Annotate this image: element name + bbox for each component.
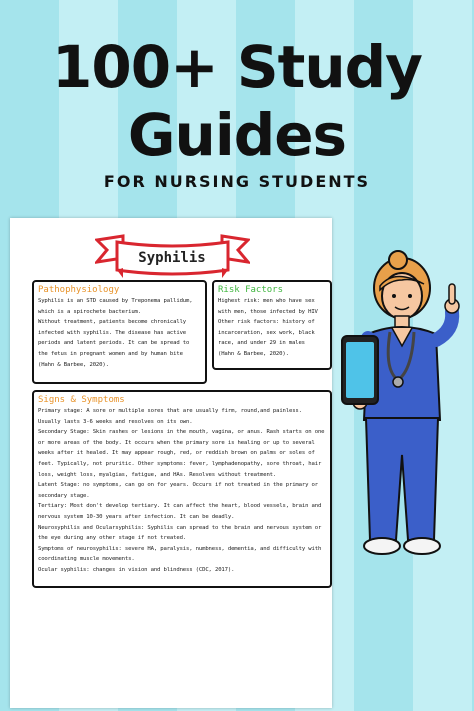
pathophysiology-box — [32, 280, 207, 384]
risk-factors-box — [212, 280, 332, 370]
signs-symptoms-line: Symptoms of neurosyphilis: severe HA, paralysis, numbness, dementia, and difficulty with coordinating muscle movements. — [38, 545, 322, 563]
signs-symptoms-line: Latent Stage: no symptoms, can go on for years. Occurs if not treated in the primary or secondary stage. — [38, 482, 318, 499]
pathophysiology-line: Without treatment, patients become chronically infected with syphilis. The disease has active periods and latent periods. It can be spread to the fetus in pregnant women and by human bite (Hahn & Barbee, 2020). — [38, 319, 190, 368]
signs-symptoms-box — [32, 390, 332, 588]
signs-symptoms-line: Secondary Stage: Skin rashes or lesions in the mouth, vagina, or anus. Rash starts on one or more areas of the body. It occurs when the primary sore is healing or up to several weeks after it healed. It may appear rough, red, or reddish brown on palms or soles of feet. Typically, not pruritic. Other symptoms: fever, lymphadenopathy, sore throat, hair loss, weight loss, myalgias, fatigue, and HAs. Resolves without treatment. — [38, 429, 325, 478]
pathophysiology-line: Syphilis is an STD caused by Treponema pallidum, which is a spirochete bacterium. — [38, 298, 193, 315]
signs-symptoms-line: Ocular syphilis: changes in vision and blindness (CDC, 2017). — [38, 566, 235, 573]
signs-symptoms-line: Neurosyphilis and Ocularsyphilis: Syphilis can spread to the brain and nervous system or the eye during any other stage if not treated. — [38, 524, 322, 542]
title-line-1: 100+ Study — [52, 33, 422, 101]
nurse-illustration — [332, 250, 472, 560]
pathophysiology-text — [38, 296, 201, 370]
guide-title: Syphilis — [138, 250, 206, 266]
study-guide-sheet — [10, 218, 332, 708]
smartphone-icon — [342, 336, 378, 404]
title-line-2: Guides — [127, 101, 347, 169]
risk-factors-line: Highest risk: men who have sex with men, those infected by HIV — [218, 298, 318, 315]
pathophysiology-heading: Pathophysiology — [38, 285, 120, 295]
risk-factors-text — [218, 296, 326, 360]
signs-symptoms-text — [38, 406, 326, 576]
signs-symptoms-line: Primary stage: A sore or multiple sores that are usually firm, round,and painless. Usually lasts 3-6 weeks and resolves on its own. — [38, 408, 302, 425]
signs-symptoms-line: Tertiary: Most don't develop tertiary. It can affect the heart, blood vessels, brain and nervous system 10-30 years after infection. It can be deadly. — [38, 503, 322, 520]
signs-symptoms-heading: Signs & Symptoms — [38, 395, 125, 405]
subtitle: FOR NURSING STUDENTS — [103, 172, 371, 191]
risk-factors-line: Other risk factors: history of incarceration, sex work, black race, and under 29 in males — [218, 319, 315, 347]
risk-factors-heading: Risk Factors — [218, 285, 284, 295]
risk-factors-line: (Hahn & Barbee, 2020). — [218, 350, 289, 357]
